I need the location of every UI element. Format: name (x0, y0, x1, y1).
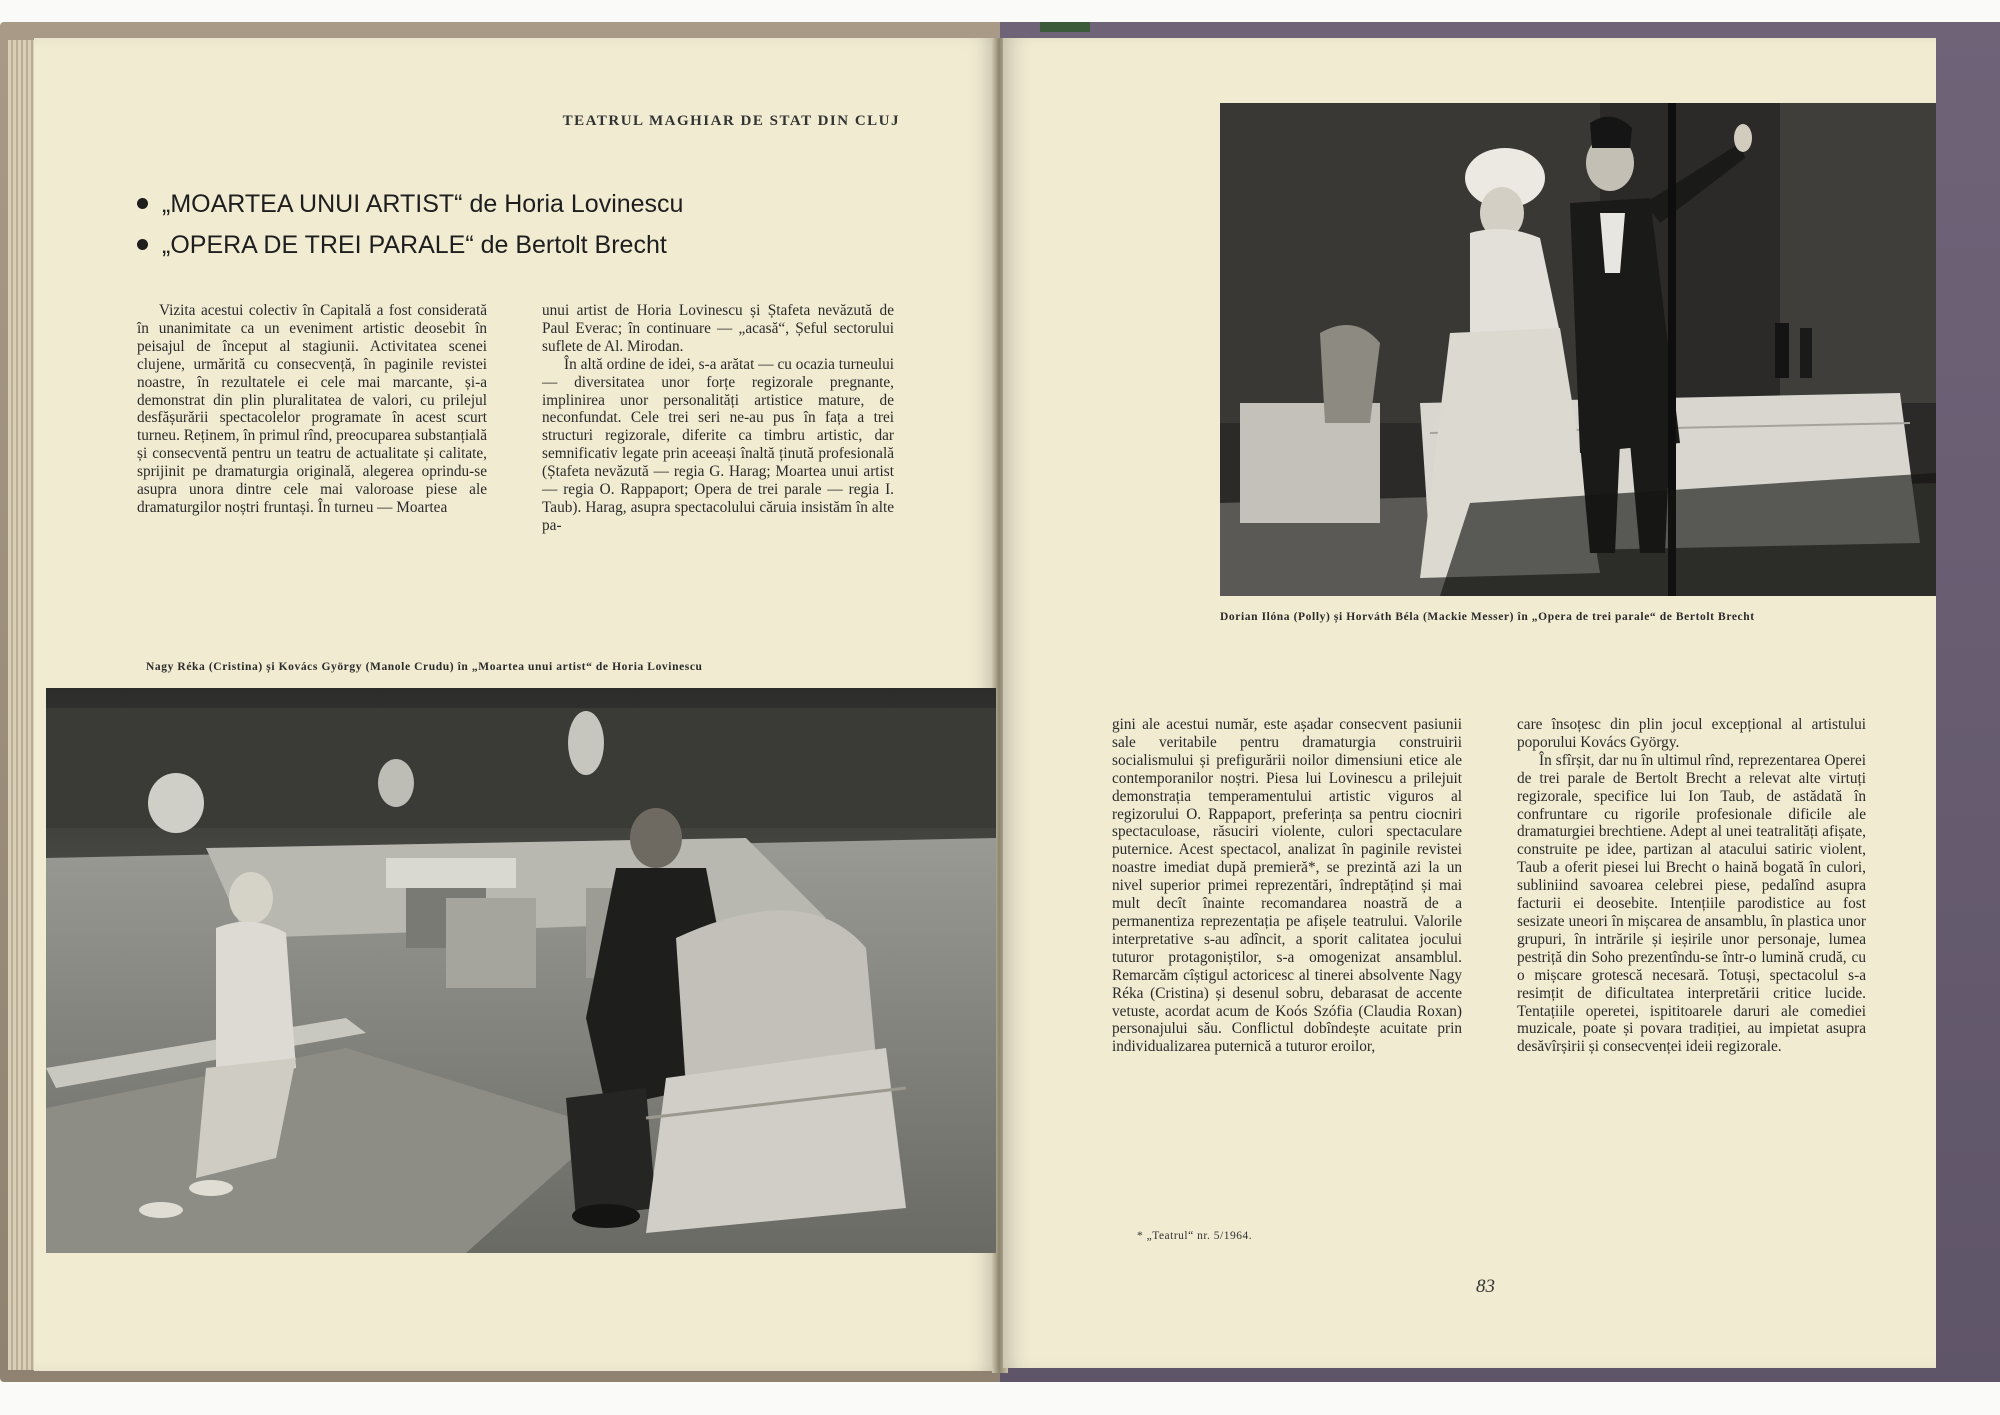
stage-photo-image (46, 688, 996, 1253)
paragraph: unui artist de Horia Lovinescu și Ștafeta nevăzută de Paul Everac; în continuare — „acasă“, Șeful sectorului suflete de Al. Mirodan. (542, 302, 894, 355)
paragraph: Vizita acestui colectiv în Capitală a fost considerată în unanimitate ca un eveniment artistic deosebit în peisajul de început al stagiunii. Activitatea scenei clujene, urmărită cu consecvență, în paginile revistei noastre, în rezultatele ei cele mai marcante, și-a demonstrat din plin pluralitatea de valori, cu prilejul desfășurării spectacolelor programate în acest scurt turneu. Reținem, în primul rînd, preocuparea substanțială și consecventă pentru un teatru de actualitate și calitate, sprijinit pe dramaturgia originală, alegerea oprindu-se asupra unora dintre cele mai valoroase piese ale dramaturgilor noștri fruntași. În turneu — Moartea (137, 302, 487, 516)
stage-photo-image (1220, 103, 1936, 596)
paragraph: care însoțesc din plin jocul excepțional al artistului poporului Kovács György. (1517, 716, 1866, 751)
article-title-1: „MOARTEA UNUI ARTIST“ de Horia Lovinescu (137, 190, 683, 219)
page-number: 83 (1476, 1276, 1495, 1297)
paragraph: În sfîrșit, dar nu în ultimul rînd, reprezentarea Operei de trei parale de Bertolt Brecht a relevat alte virtuți regizorale, specifice lui Ion Taub, de astădată în confruntare cu rigorile profesionale dificile ale dramaturgiei brechtiene. Adept al unei teatralități afișate, construite pe idee, partizan al atacului satiric violent, Taub a oferit piesei lui Brecht o haină bogată în culori, subliniind savoarea celebrei piese, pedalînd asupra facturii ei deosebite. Intențiile parodistice au fost sesizate uneori în mișcarea de ansamblu, în plastica unor grupuri, în intrările și ieșirile unor personaje, lumea pestriță din Soho prezentîndu-se într-o lumină crudă, cu o mișcare grotescă necesară. Totuși, spectacolul s-a resimțit de dificultatea interpretării critice lucide. Tentațiile operetei, ispititoarele daruri ale comediei muzicale, poate și povara tradiției, au impietat asupra desăvîrșirii și consecvenței ideii regizorale. (1517, 751, 1866, 1056)
photo-caption-left: Nagy Réka (Cristina) și Kovács György (Manole Crudu) în „Moartea unui artist“ de Horia Lovinescu (146, 661, 703, 673)
article-title-2: „OPERA DE TREI PARALE“ de Bertolt Brecht (137, 231, 667, 260)
right-column-2 (1517, 716, 1866, 1056)
bullet-icon (137, 239, 148, 250)
photo-caption-right: Dorian Ilóna (Polly) și Horváth Béla (Mackie Messer) în „Opera de trei parale“ de Bertolt Brecht (1220, 611, 1755, 623)
footnote: * „Teatrul“ nr. 5/1964. (1137, 1230, 1253, 1242)
bullet-icon (137, 198, 148, 209)
left-column-1 (137, 302, 487, 517)
stage-photo-moartea-unui-artist (46, 688, 996, 1253)
paragraph: În altă ordine de idei, s-a arătat — cu ocazia turneului — diversitatea unor forțe regizorale pregnante, implinirea unor personalități artistice mature, de neconfundat. Cele trei seri ne-au pus în fața a trei structuri regizorale, diferite ca timbru artistic, dar semnificativ legate prin aceeași înaltă ținută profesională (Ștafeta nevăzută — regia G. Harag; Moartea unui artist — regia O. Rappaport; Opera de trei parale — regia I. Taub). Harag, asupra spectacolului căruia insistăm în alte pa- (542, 355, 894, 534)
cover-edge (1040, 22, 1090, 32)
page-edges (8, 40, 34, 1370)
running-head: TEATRUL MAGHIAR DE STAT DIN CLUJ (562, 113, 900, 129)
left-column-2 (542, 302, 894, 535)
right-column-1 (1112, 716, 1462, 1056)
paragraph: gini ale acestui număr, este așadar consecvent pasiunii sale veritabile pentru dramaturgia construirii socialismului și prefigurării noilor dimensiuni etice ale contemporanilor noștri. Piesa lui Lovinescu a prilejuit demonstrația temperamentului artistic viguros al regizorului O. Rappaport, preferința sa pentru ciocniri spectaculoase, răsuciri violente, culori spectaculare puternice. Acest spectacol, analizat în paginile revistei noastre imediat după premieră*, se prezintă azi la un nivel superior primei reprezentări, îndreptățind și mai mult decît înainte recomandarea noastră de a permanentiza reprezentația pe afișele teatrului. Valorile interpretative s-au adîncit, a sporit calitatea jocului tuturor protagoniștilor, s-a omogenizat ansamblul. Remarcăm cîștigul actoricesc al tinerei absolvente Nagy Réka (Cristina) și desenul sobru, debarasat de accente vetuste, acordat acum de Koós Szófia (Claudia Roxan) personajului său. Conflictul dobîndește acuitate prin individualizarea puternică a tuturor eroilor, (1112, 716, 1462, 1056)
stage-photo-opera-de-trei-parale (1220, 103, 1936, 596)
